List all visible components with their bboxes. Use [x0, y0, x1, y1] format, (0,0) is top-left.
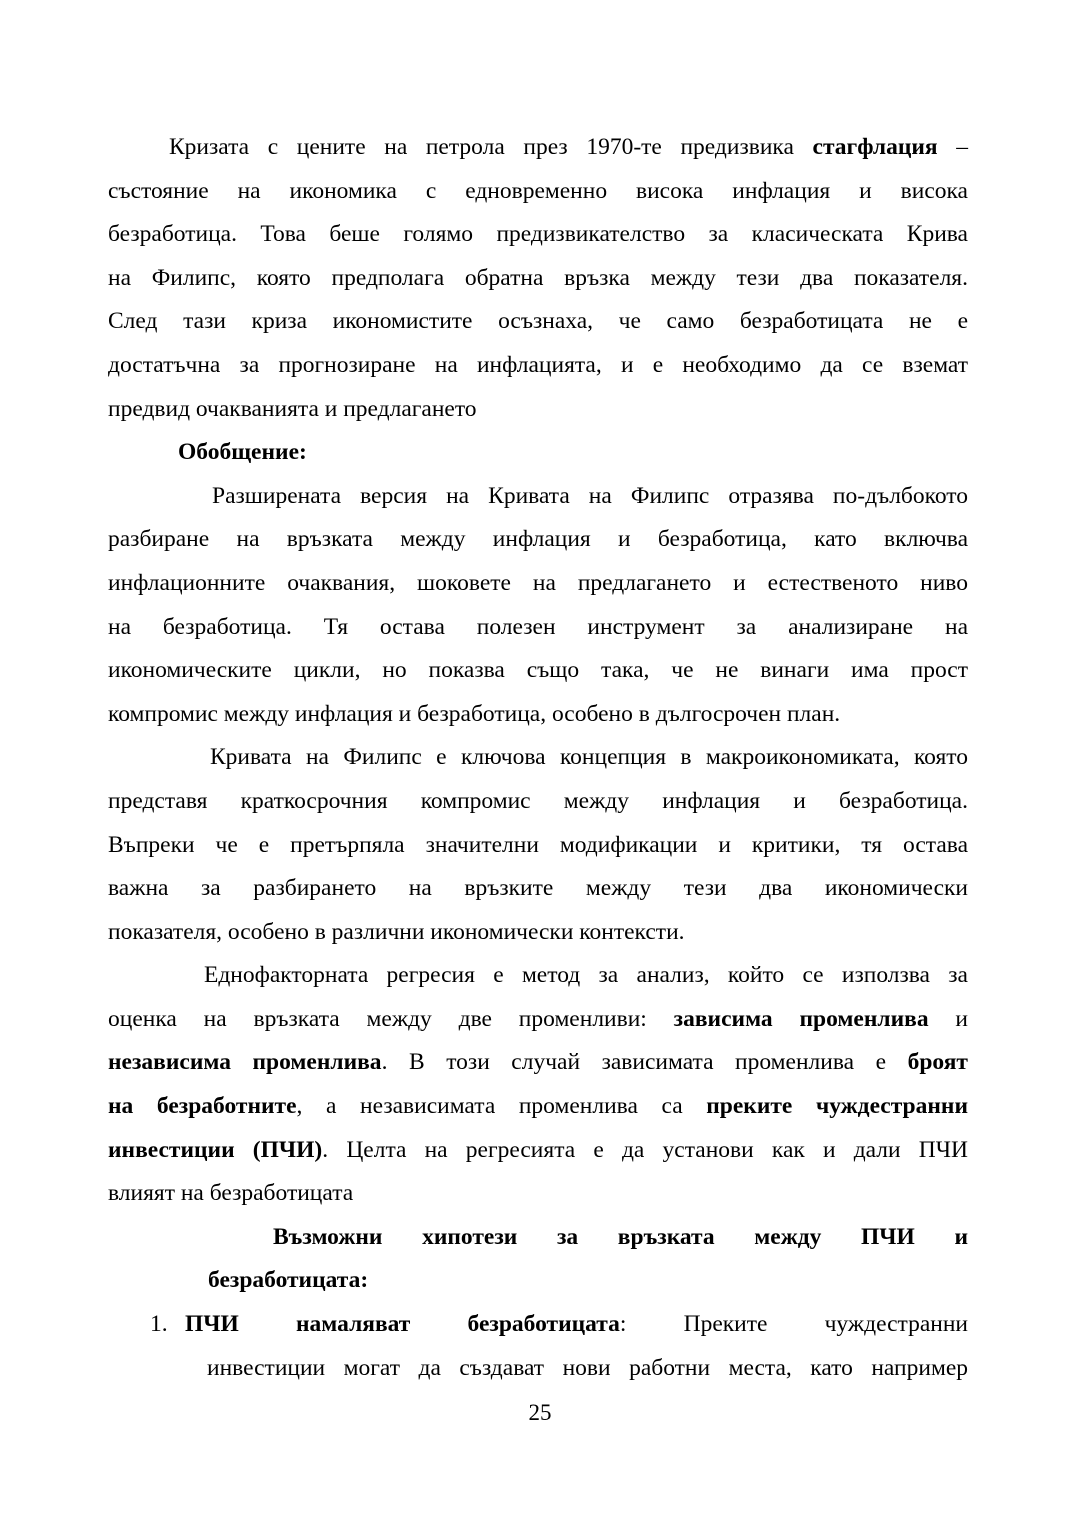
text-run: Кризата с цените на петрола през 1970-те предизвика — [169, 134, 813, 160]
paragraph-extended-phillips — [108, 475, 968, 737]
heading-hypotheses — [108, 1216, 968, 1303]
text-run: на безработица. Тя остава полезен инструмент за анализиране на — [108, 613, 968, 640]
text-run: , а независимата променлива са — [296, 1093, 707, 1120]
paragraph-oil-crisis-line — [108, 257, 968, 301]
text-run: разбиране на връзката между инфлация и безработица, като включва — [108, 526, 968, 553]
text-run: Разширената версия на Кривата на Филипс отразява по-дълбокото — [212, 482, 968, 509]
paragraph-extended-phillips-line — [108, 606, 968, 650]
text-run-bold: стагфлация — [812, 134, 938, 160]
paragraph-oil-crisis-line — [108, 300, 968, 344]
text-run: инвестиции могат да създават нови работни места, като например — [207, 1354, 968, 1381]
text-run: на Филипс, която предполага обратна връзка между тези два показателя. — [108, 264, 968, 291]
text-run-bold: преките чуждестранни — [706, 1093, 968, 1120]
text-run: . В този случай зависимата променлива е — [381, 1049, 908, 1076]
text-run: показателя, особено в различни икономически контексти. — [108, 918, 685, 945]
paragraph-oil-crisis-line — [108, 388, 968, 432]
list-item-fdi-reduces-unemployment-line — [207, 1347, 968, 1391]
text-run: – — [937, 134, 968, 160]
heading-hypotheses-line — [208, 1216, 968, 1260]
text-run: и — [928, 1005, 969, 1032]
document-content — [108, 126, 968, 1390]
paragraph-univariate-regression-line — [108, 954, 968, 998]
paragraph-oil-crisis — [108, 126, 968, 431]
text-run-bold: зависима променлива — [673, 1005, 929, 1032]
list-item-fdi-reduces-unemployment — [108, 1303, 968, 1390]
paragraph-univariate-regression — [108, 954, 968, 1216]
paragraph-extended-phillips-line — [108, 562, 968, 606]
text-run-bold: безработицата: — [208, 1267, 369, 1294]
paragraph-oil-crisis-line — [108, 213, 968, 257]
text-run: икономическите цикли, но показва също така, че не винаги има прост — [108, 657, 968, 684]
text-run: състояние на икономика с едновременно висока инфлация и висока — [108, 177, 968, 204]
list-number: 1. — [150, 1311, 168, 1338]
text-run: важна за разбирането на връзките между тези два икономически — [108, 875, 968, 902]
paragraph-phillips-key-concept-line — [108, 736, 968, 780]
heading-summary-line — [108, 431, 968, 475]
text-run: компромис между инфлация и безработица, особено в дългосрочен план. — [108, 700, 841, 727]
paragraph-univariate-regression-line — [108, 1129, 968, 1173]
text-run-bold: на безработните — [108, 1093, 297, 1120]
page-number: 25 — [528, 1400, 552, 1425]
text-run: Въпреки че е претърпяла значителни модификации и критики, тя остава — [108, 831, 968, 858]
paragraph-oil-crisis-line — [108, 344, 968, 388]
paragraph-phillips-key-concept-line — [108, 780, 968, 824]
text-run: оценка на връзката между две променливи: — [108, 1005, 674, 1032]
paragraph-oil-crisis-line — [108, 126, 968, 170]
paragraph-univariate-regression-line — [108, 1172, 968, 1216]
paragraph-univariate-regression-line — [108, 1085, 968, 1129]
list-item-fdi-reduces-unemployment-line — [150, 1303, 968, 1347]
text-run-bold: ПЧИ намаляват безработицата — [185, 1311, 620, 1338]
text-run-bold: Обобщение: — [178, 439, 307, 466]
text-run: Кривата на Филипс е ключова концепция в макроикономиката, която — [210, 744, 968, 771]
heading-hypotheses-line — [208, 1259, 968, 1303]
paragraph-phillips-key-concept-line — [108, 867, 968, 911]
text-run: влияят на безработицата — [108, 1180, 354, 1207]
paragraph-phillips-key-concept-line — [108, 911, 968, 955]
paragraph-univariate-regression-line — [108, 998, 968, 1042]
text-run-bold: броят — [907, 1049, 968, 1076]
text-run: представя краткосрочния компромис между инфлация и безработица. — [108, 787, 968, 814]
paragraph-extended-phillips-line — [108, 649, 968, 693]
heading-summary — [108, 431, 968, 475]
paragraph-phillips-key-concept — [108, 736, 968, 954]
paragraph-extended-phillips-line — [108, 518, 968, 562]
text-run: След тази криза икономистите осъзнаха, че само безработицата не е — [108, 308, 968, 335]
text-run-bold: инвестиции (ПЧИ) — [108, 1136, 323, 1163]
text-run: безработица. Това беше голямо предизвикателство за класическата Крива — [108, 221, 968, 248]
text-run: . Целта на регресията е да установи как и дали ПЧИ — [322, 1136, 969, 1163]
text-run: Еднофакторната регресия е метод за анализ, който се използва за — [204, 962, 968, 989]
paragraph-extended-phillips-line — [108, 475, 968, 519]
paragraph-phillips-key-concept-line — [108, 824, 968, 868]
text-run: достатъчна за прогнозиране на инфлацията, и е необходимо да се вземат — [108, 351, 968, 378]
text-run-bold: Възможни хипотези за връзката между ПЧИ и — [273, 1223, 968, 1250]
paragraph-univariate-regression-line — [108, 1041, 968, 1085]
text-run: предвид очакванията и предлагането — [108, 395, 477, 422]
text-run: инфлационните очаквания, шоковете на предлагането и естественото ниво — [108, 569, 968, 596]
paragraph-extended-phillips-line — [108, 693, 968, 737]
text-run: : Преките чуждестранни — [619, 1311, 968, 1338]
paragraph-oil-crisis-line — [108, 170, 968, 214]
text-run-bold: независима променлива — [108, 1049, 382, 1076]
